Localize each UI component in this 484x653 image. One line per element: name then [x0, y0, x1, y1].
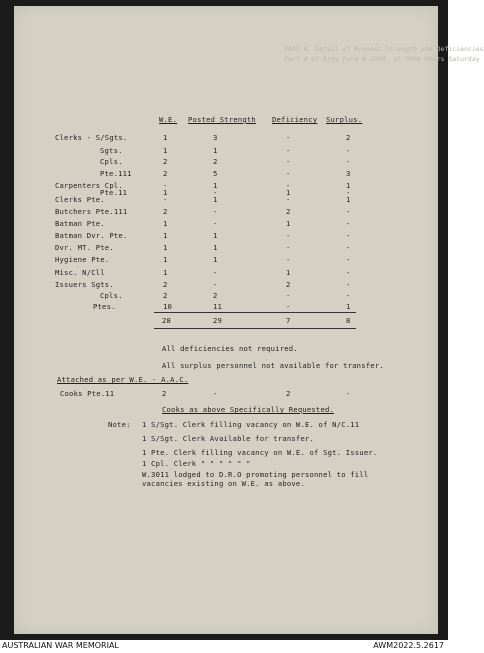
- cooks-we: 2: [162, 389, 167, 398]
- faded-header-line: Part A of Army Form W.3009, at 0900 Hours Saturday: [284, 55, 480, 63]
- note-line: vacancies existing on W.E. as above.: [142, 479, 305, 488]
- row-cell-def: -: [286, 302, 291, 311]
- col-we-header: W.E.: [159, 115, 178, 124]
- row-cell-we: 1: [163, 133, 168, 142]
- row-cell-sur: -: [346, 231, 351, 240]
- row-cell-sur: -: [346, 157, 351, 166]
- row-cell-we: 10: [163, 302, 173, 311]
- row-label: Ptes.: [93, 302, 116, 311]
- cooks-posted: -: [213, 389, 218, 398]
- note-line: 1 S/Sgt. Clerk Available for transfer.: [142, 434, 315, 443]
- row-cell-def: 2: [286, 280, 291, 289]
- row-cell-sur: -: [346, 255, 351, 264]
- cooks-label: Cooks Pte.11: [60, 389, 115, 398]
- row-cell-posted: -: [213, 268, 218, 277]
- row-cell-posted: 1: [213, 181, 218, 190]
- row-cell-posted: 2: [213, 291, 218, 300]
- cooks-surplus: -: [346, 389, 351, 398]
- row-label: Batman Dvr. Pte.: [55, 231, 128, 240]
- row-cell-def: 1: [286, 188, 291, 197]
- row-cell-def: -: [286, 255, 291, 264]
- row-cell-sur: -: [346, 280, 351, 289]
- row-cell-def: -: [286, 291, 291, 300]
- total-we: 28: [162, 316, 172, 325]
- row-cell-def: -: [286, 181, 291, 190]
- row-cell-sur: -: [346, 219, 351, 228]
- row-cell-sur: 1: [346, 195, 351, 204]
- row-cell-posted: -: [213, 219, 218, 228]
- row-cell-sur: 1: [346, 302, 351, 311]
- row-label: Cpls.: [100, 157, 123, 166]
- row-label: Hygiene Pte.: [55, 255, 110, 264]
- row-cell-sur: 2: [346, 133, 351, 142]
- row-cell-posted: 1: [213, 146, 218, 155]
- row-cell-sur: -: [346, 188, 351, 197]
- row-cell-posted: 1: [213, 195, 218, 204]
- row-cell-we: 1: [163, 219, 168, 228]
- total-deficiency: 7: [286, 316, 291, 325]
- faded-header: [284, 44, 484, 64]
- row-label: Butchers Pte.111: [55, 207, 128, 216]
- row-cell-posted: -: [213, 207, 218, 216]
- row-cell-sur: -: [346, 291, 351, 300]
- row-cell-we: 1: [163, 146, 168, 155]
- row-cell-we: 2: [163, 280, 168, 289]
- faded-header-line: PART H. Detail of Present Strength and Deficiencies: [284, 45, 484, 53]
- row-cell-def: 1: [286, 219, 291, 228]
- row-label: Sgts.: [100, 146, 123, 155]
- total-posted: 29: [213, 316, 223, 325]
- col-surplus-header: Surplus.: [326, 115, 363, 124]
- note-line: 1 Cpl. Clerk " " " " " ": [142, 459, 251, 468]
- total-surplus: 8: [346, 316, 351, 325]
- row-cell-def: -: [286, 195, 291, 204]
- total-rule-top: [154, 312, 356, 313]
- col-deficiency-header: Deficiency: [272, 115, 318, 124]
- footer-source: AUSTRALIAN WAR MEMORIAL: [2, 641, 119, 650]
- row-label: Cpls.: [100, 291, 123, 300]
- row-label: Misc. N/Cll: [55, 268, 105, 277]
- row-cell-sur: 1: [346, 181, 351, 190]
- row-label: Batman Pte.: [55, 219, 105, 228]
- row-cell-we: 1: [163, 188, 168, 197]
- row-label: Clerks - S/Sgts.: [55, 133, 128, 142]
- row-cell-posted: 1: [213, 243, 218, 252]
- row-cell-we: 2: [163, 291, 168, 300]
- row-label: Issuers Sgts.: [55, 280, 114, 289]
- row-cell-posted: 11: [213, 302, 223, 311]
- row-cell-sur: -: [346, 207, 351, 216]
- archive-footer: [0, 640, 448, 653]
- row-cell-def: -: [286, 169, 291, 178]
- row-cell-def: -: [286, 157, 291, 166]
- note-label: Note:: [108, 420, 131, 429]
- row-cell-we: 2: [163, 207, 168, 216]
- deficiencies-line: All deficiencies not required.: [162, 344, 298, 353]
- row-cell-posted: 5: [213, 169, 218, 178]
- row-cell-sur: -: [346, 243, 351, 252]
- row-label: Dvr. MT. Pte.: [55, 243, 114, 252]
- attached-heading: Attached as per W.E. - A.A.C.: [57, 375, 189, 384]
- surplus-line: All surplus personnel not available for transfer.: [162, 361, 384, 370]
- row-cell-def: -: [286, 243, 291, 252]
- row-cell-def: -: [286, 133, 291, 142]
- row-cell-we: 2: [163, 157, 168, 166]
- row-cell-we: 1: [163, 255, 168, 264]
- row-label: Pte.11: [100, 188, 128, 197]
- row-cell-posted: 1: [213, 255, 218, 264]
- col-posted-header: Posted Strength: [188, 115, 256, 124]
- row-cell-we: 1: [163, 243, 168, 252]
- row-cell-posted: 1: [213, 231, 218, 240]
- note-line: W.3011 lodged to D.R.O promoting personnel to fill: [142, 470, 369, 479]
- row-cell-def: -: [286, 146, 291, 155]
- row-cell-we: 1: [163, 231, 168, 240]
- row-cell-we: 1: [163, 268, 168, 277]
- note-line: 1 Pte. Clerk filling vacancy on W.E. of Sgt. Issuer.: [142, 448, 378, 457]
- row-cell-posted: -: [213, 280, 218, 289]
- row-cell-sur: 3: [346, 169, 351, 178]
- row-label: Clerks Pte.: [55, 195, 105, 204]
- row-cell-we: -: [163, 181, 168, 190]
- total-rule-bottom: [154, 328, 356, 329]
- row-cell-sur: -: [346, 268, 351, 277]
- row-label: Pte.111: [100, 169, 132, 178]
- row-cell-we: -: [163, 195, 168, 204]
- cooks-deficiency: 2: [286, 389, 291, 398]
- row-cell-def: 2: [286, 207, 291, 216]
- note-line: 1 S/Sgt. Clerk filling vacancy on W.E. of N/C.11: [142, 420, 360, 429]
- row-label: Carpenters Cpl.: [55, 181, 123, 190]
- row-cell-posted: 2: [213, 157, 218, 166]
- row-cell-posted: 3: [213, 133, 218, 142]
- row-cell-sur: -: [346, 146, 351, 155]
- footer-id: AWM2022.5.2617: [373, 641, 444, 650]
- row-cell-posted: -: [213, 188, 218, 197]
- document-page: [14, 6, 484, 634]
- row-cell-def: -: [286, 231, 291, 240]
- row-cell-def: 1: [286, 268, 291, 277]
- cooks-note: Cooks as above Specifically Requested.: [162, 405, 335, 414]
- row-cell-we: 2: [163, 169, 168, 178]
